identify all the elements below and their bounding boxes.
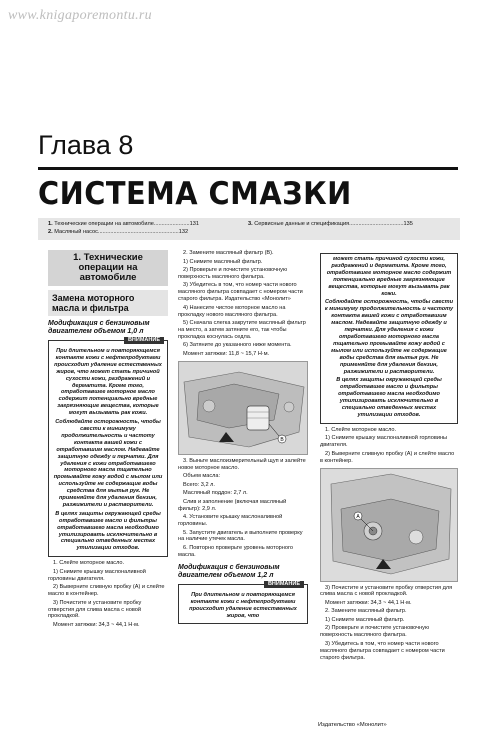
step-text: 1) Снимите крышку маслоналивной горловины двигателя. <box>320 435 448 449</box>
step-text: 3) Почистите и установите пробку отверстия для слива масла с новой прокладкой. <box>48 599 142 620</box>
subsection-heading: Замена моторного масла и фильтра <box>48 290 168 316</box>
step-text: 2) Проверьте и почистите установочную поверхность масляного фильтра. <box>320 625 430 639</box>
warning-paragraph: может стать причиной сухости кожи, раздражений и дерматита. Кроме того, отработавшее моторное масло содержит потенциально вредные загрязняющие вещества, которые могут вызывать рак кожи. <box>326 256 452 297</box>
oil-filter-illustration <box>179 362 308 454</box>
section-heading: 1. Технические операции на автомобиле <box>48 250 168 286</box>
warning-label: ВНИМАНИЕ <box>124 337 164 344</box>
warning-paragraph: Соблюдайте осторожность, чтобы свести к минимуму продолжительность и частоту контакта вашей кожи с отработавшим маслом. Надевайте защитную одежду и перчатки. Для удаления с кожи отработавшего моторного масла тщательно промывайте кожу водой с мылом или используйте не содержащие воды средства для мытья рук. Не применяйте для удаления бензин, разжижители и растворители. <box>53 419 163 508</box>
page-title: СИСТЕМА СМАЗКИ <box>38 176 352 212</box>
step-text: 3. Выньте маслоизмерительный щуп и залейте новое моторное масло. <box>178 457 306 471</box>
step-text: 1. Слейте моторное масло. <box>325 426 397 433</box>
modification-heading: Модификация с бензиновым двигателем объемом 1,2 л <box>178 563 280 579</box>
chapter-divider <box>38 167 458 170</box>
step-text: 5. Запустите двигатель и выполните проверку на наличие утечек масла. <box>178 529 303 543</box>
warning-paragraph: При длительном и повторяющемся контакте кожи с нефтепродуктами происходит удаление естественных жиров, что может стать причиной сухости кожи, раздражений и дерматита. Кроме того, отработавшее моторное масло содержит потенциально вредные загрязняющие вещества, которые могут вызывать рак кожи. <box>54 348 162 417</box>
chapter-heading: Глава 8 <box>38 130 134 160</box>
step-text: 1) Снимите крышку маслоналивной горловины двигателя. <box>48 568 146 582</box>
column-2 <box>178 250 308 627</box>
step-text: 4) Нанесите чистое моторное масло на прокладку нового масляного фильтра. <box>178 304 286 318</box>
step-text: 2) Проверьте и почистите установочную поверхность масляного фильтра. <box>178 267 288 280</box>
step-text: 1. Слейте моторное масло. <box>53 560 125 567</box>
warning-paragraph: Соблюдайте осторожность, чтобы свести к минимуму продолжительность и частоту контакта вашей кожи с отработавшим маслом. Надевайте защитную одежду и перчатки. Для удаления с кожи отработавшего моторного масла тщательно промывайте кожу водой с мылом или используйте не содержащие воды средства для мытья рук. Не применяйте для удаления бензин, разжижители и растворители. <box>324 299 454 375</box>
warning-box-continued <box>320 253 458 424</box>
step-text: 3) Почистите и установите пробку отверстия для слива масла с новой прокладкой. <box>320 584 453 598</box>
table-of-contents <box>38 218 460 240</box>
engine-drain-figure <box>320 468 458 582</box>
step-text: 6. Повторно проверьте уровень моторного масла. <box>178 544 294 558</box>
engine-filter-figure <box>178 361 308 455</box>
step-text: 3) Убедитесь в том, что номер части нового масляного фильтра совпадает с номером части старого фильтра. Издательство «Монолит» <box>178 282 303 303</box>
step-text: 1) Снимите масляный фильтр. <box>183 258 263 265</box>
column-3 <box>320 250 458 663</box>
warning-paragraph: В целях защиты окружающей среды отработавшее масло и фильтры отработавшего масла необходимо утилизировать исключительно в специально отведенных местах утилизации отходов. <box>55 510 161 552</box>
step-text: Всего: 3,2 л. <box>183 481 215 488</box>
step-text: 6) Затяните до указанного ниже момента. <box>183 342 292 349</box>
modification-heading: Модификация с бензиновым двигателем объемом 1,0 л <box>48 320 150 335</box>
step-text: Масляный поддон: 2,7 л. <box>183 490 248 497</box>
watermark: www.knigaporemontu.ru <box>8 8 152 23</box>
step-text: Слив и заполнение (включая масляный фильтр): 2,9 л. <box>178 498 287 512</box>
step-text: 4. Установите крышку маслоналивной горловины. <box>178 514 283 528</box>
step-text: Объем масла: <box>183 473 221 480</box>
step-text: 2. Замените масляный фильтр. <box>325 608 407 615</box>
step-text: Момент затяжки: 11,8 ~ 15,7 Н·м. <box>183 350 270 357</box>
warning-label: ВНИМАНИЕ <box>264 581 304 588</box>
warning-box <box>48 337 168 557</box>
step-text: 2) Выверните сливную пробку (А) и слейте масло в контейнер. <box>48 584 165 598</box>
warning-paragraph: При длительном и повторяющемся контакте кожи с нефтепродуктами происходит удаление естественных жиров, что <box>189 591 297 619</box>
step-text: 2) Выверните сливную пробку (А) и слейте масло в контейнер. <box>320 450 455 464</box>
step-text: 3) Убедитесь в том, что номер части нового масляного фильтра совпадает с номером части старого фильтра. <box>320 640 445 661</box>
warning-box <box>178 580 308 625</box>
column-1 <box>48 250 168 630</box>
figure-label-a: A <box>356 513 360 520</box>
figure-label-b: B <box>280 436 284 443</box>
step-text: Момент затяжки: 34,3 ~ 44,1 Н·м. <box>53 621 140 628</box>
toc-entry[interactable]: 3. Сервисные данные и спецификация...................................135 <box>248 221 413 227</box>
publisher-footer: Издательство «Монолит» <box>318 722 387 728</box>
step-text: 1) Снимите масляный фильтр. <box>325 616 405 623</box>
drain-plug-illustration <box>321 469 458 581</box>
warning-paragraph: В целях защиты окружающей среды отработавшее масло и фильтры отработавшего масла необходимо утилизировать исключительно в специально отведенных местах утилизации отходов. <box>336 377 442 418</box>
step-text: Момент затяжки: 34,3 ~ 44,1 Н·м. <box>325 599 412 606</box>
step-text: 2. Замените масляный фильтр (В). <box>183 250 274 256</box>
step-text: 5) Сначала слегка закрутите масляный фильтр на место, а затем затяните его, так чтобы прокладка коснулась седла. <box>178 320 306 340</box>
toc-entry[interactable]: 2. Масляный насос....................................................132 <box>48 229 189 235</box>
toc-entry[interactable]: 1. Технические операции на автомобиле.......................131 <box>48 221 199 227</box>
